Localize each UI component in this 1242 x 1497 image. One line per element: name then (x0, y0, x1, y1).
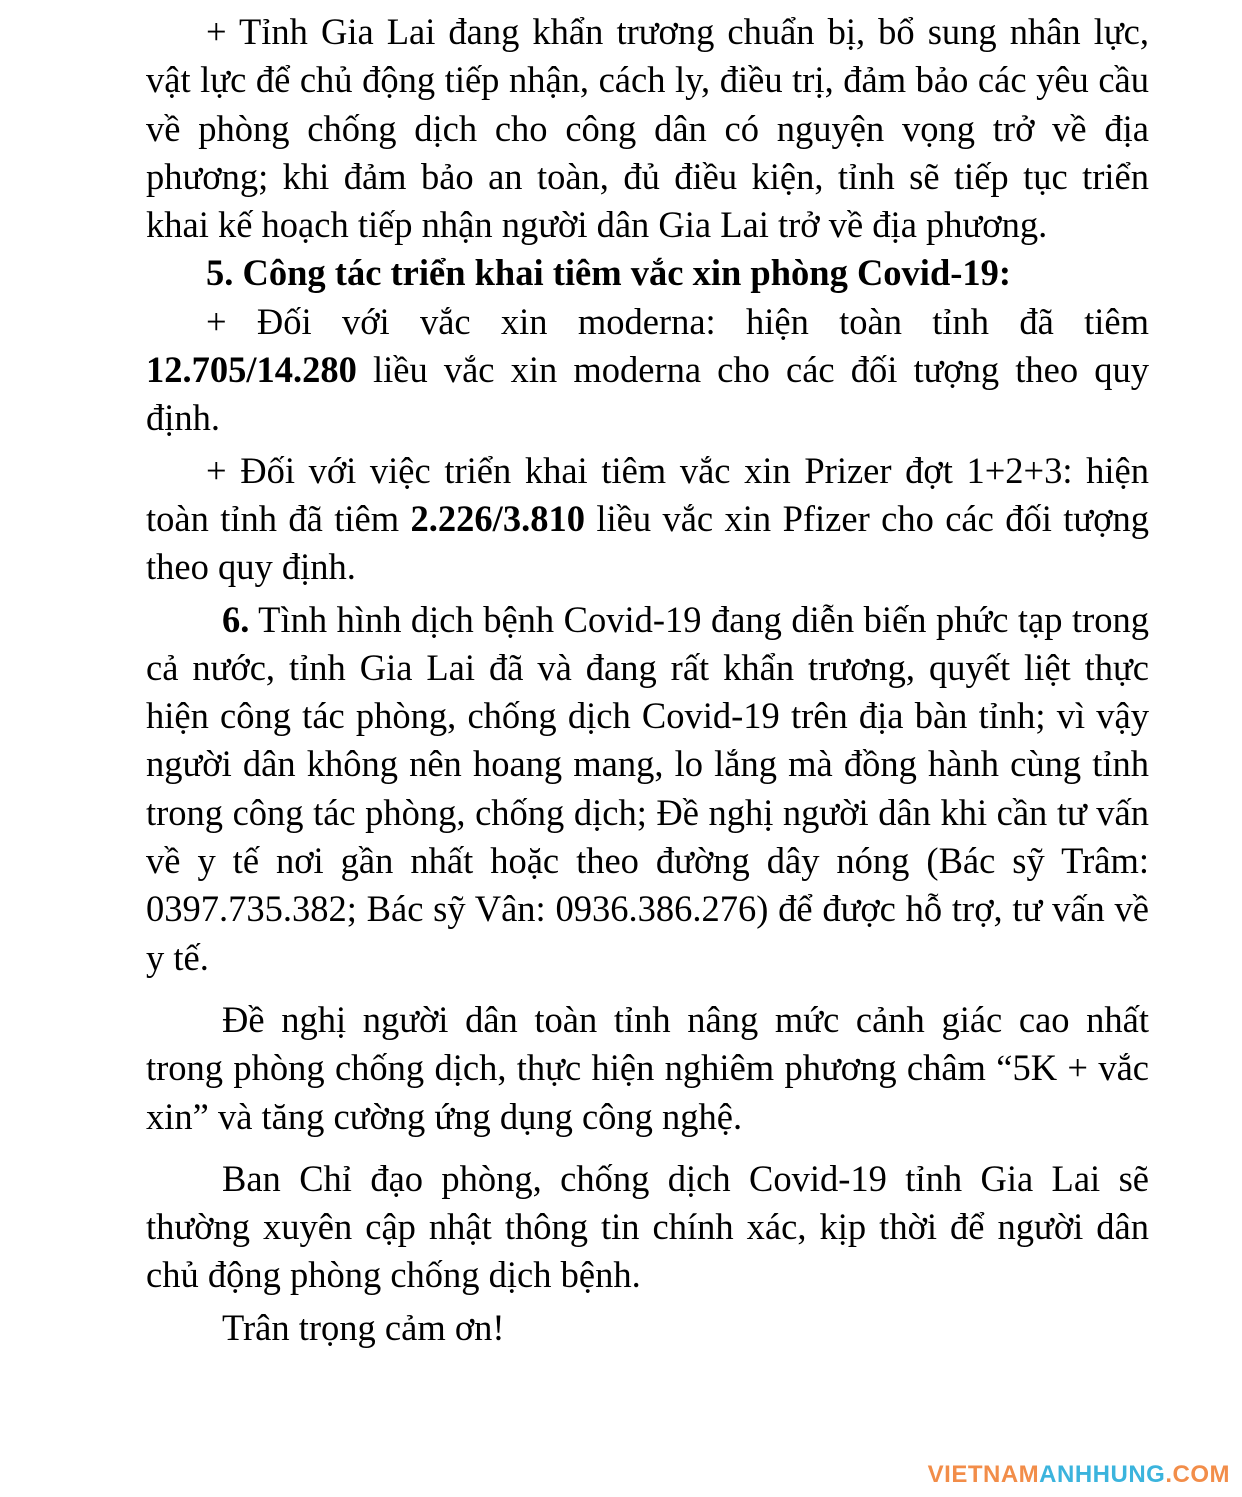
section-6-number: 6. (222, 598, 250, 640)
pfizer-text-pre: + Đối với việc triển khai tiêm vắc xin Prizer đợt 1+2+3: hiện toàn tỉnh đã tiêm (146, 449, 1149, 539)
watermark-part-1: VIETNAM (927, 1461, 1040, 1488)
section-6-text: Tình hình dịch bệnh Covid-19 đang diễn biến phức tạp trong cả nước, tỉnh Gia Lai đã và đang rất khẩn trương, quyết liệt thực hiện công tác phòng, chống dịch Covid-19 trên địa bàn tỉnh; vì vậy người dân không nên hoang mang, lo lắng mà đồng hành cùng tỉnh trong công tác phòng, chống dịch; Đề nghị người dân khi cần tư vấn về y tế nơi gần nhất hoặc theo đường dây nóng (Bác sỹ Trâm: 0397.735.382; Bác sỹ Vân: 0936.386.276) để được hỗ trợ, tư vấn về y tế. (146, 598, 1149, 978)
moderna-text-pre: + Đối với vắc xin moderna: hiện toàn tỉnh đã tiêm (206, 300, 1149, 342)
moderna-text-post: liều vắc xin moderna cho các đối tượng theo quy định. (146, 349, 1149, 439)
paragraph-steering-committee: Ban Chỉ đạo phòng, chống dịch Covid-19 tỉnh Gia Lai sẽ thường xuyên cập nhật thông tin chính xác, kịp thời để người dân chủ động phòng chống dịch bệnh. (146, 1157, 1149, 1296)
paragraph-closing: Trân trọng cảm ơn! (222, 1306, 505, 1348)
watermark-part-3: .COM (1165, 1461, 1230, 1488)
document-body (146, 8, 1149, 1352)
pfizer-dose-count: 2.226/3.810 (410, 497, 585, 539)
paragraph-reception: + Tỉnh Gia Lai đang khẩn trương chuẩn bị, bổ sung nhân lực, vật lực để chủ động tiếp nhận, cách ly, điều trị, đảm bảo các yêu cầu về phòng chống dịch cho công dân có nguyện vọng trở về địa phương; khi đảm bảo an toàn, đủ điều kiện, tỉnh sẽ tiếp tục triển khai kế hoạch tiếp nhận người dân Gia Lai trở về địa phương. (146, 11, 1149, 246)
watermark-part-2: ANHHUNG (1039, 1461, 1166, 1488)
pfizer-text-post: liều vắc xin Pfizer cho các đối tượng theo quy định. (146, 497, 1149, 588)
paragraph-vigilance: Đề nghị người dân toàn tỉnh nâng mức cảnh giác cao nhất trong phòng chống dịch, thực hiện nghiêm phương châm “5K + vắc xin” và tăng cường ứng dụng công nghệ. (146, 998, 1149, 1137)
paragraph-pfizer (146, 447, 1149, 592)
paragraph-moderna (146, 298, 1149, 443)
section-5-heading: 5. Công tác triển khai tiêm vắc xin phòng Covid-19: (206, 252, 1012, 294)
watermark-logo (928, 1461, 1230, 1489)
paragraph-section-6 (146, 596, 1149, 982)
moderna-dose-count: 12.705/14.280 (146, 349, 357, 391)
